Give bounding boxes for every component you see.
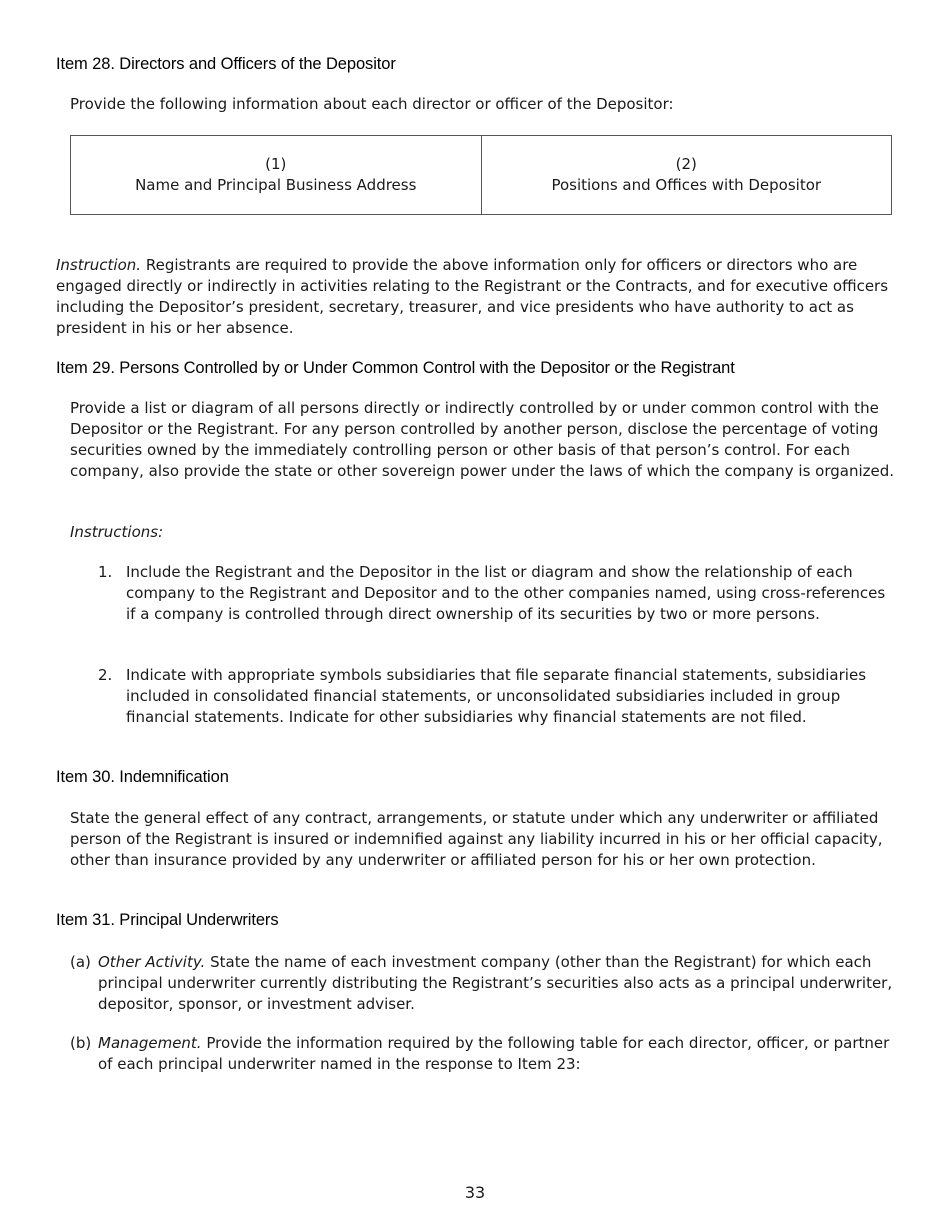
item-31-a-label: Other Activity. (98, 953, 206, 971)
list-marker: 1. (98, 563, 113, 581)
item-31-heading: Item 31. Principal Underwriters (56, 911, 279, 929)
item-29-heading: Item 29. Persons Controlled by or Under Common Control with the Depositor or the Registrant (56, 359, 735, 377)
item-29-instructions-label: Instructions: (70, 523, 164, 541)
list-marker: (a) (70, 953, 91, 971)
column-1-number: (1) (265, 155, 287, 173)
item-31-a-text: Other Activity. State the name of each investment company (other than the Registrant) for which each principal underwriter currently distributing the Registrant’s securities also acts as a principal underwriter, depositor, sponsor, or investment adviser. (98, 953, 893, 1013)
table-column-1-header (71, 136, 481, 214)
item-30-heading: Item 30. Indemnification (56, 768, 229, 786)
list-marker: 2. (98, 666, 113, 684)
instruction-text: Registrants are required to provide the above information only for officers or directors who are engaged directly or indirectly in activities relating to the Registrant or the Contracts, and for executive officers including the Depositor’s president, secretary, treasurer, and vice presidents who have authority to act as president in his or her absence. (56, 256, 889, 337)
instruction-label: Instruction. (56, 256, 142, 274)
page-number: 33 (464, 1183, 486, 1202)
item-30-body: State the general effect of any contract, arrangements, or statute under which any underwriter or affiliated person of the Registrant is insured or indemnified against any liability incurred in his or her official capacity, other than insurance provided by any underwriter or affiliated person for his or her own protection. (70, 809, 883, 869)
instruction-item-1 (98, 562, 898, 652)
column-1-label: Name and Principal Business Address (135, 176, 417, 194)
item-31-a (70, 952, 900, 1018)
column-2-label: Positions and Offices with Depositor (551, 176, 822, 194)
instruction-text: Include the Registrant and the Depositor in the list or diagram and show the relationship of each company to the Registrant and Depositor and to the other companies named, using cross-references if a company is controlled through direct ownership of its securities by two or more persons. (126, 563, 886, 623)
item-28-instruction (56, 255, 902, 339)
item-29-body: Provide a list or diagram of all persons directly or indirectly controlled by or under common control with the Depositor or the Registrant. For any person controlled by another person, disclose the percentage of voting securities owned by the immediately controlling person or other basis of that person’s control. For each company, also provide the state or other sovereign power under the laws of which the company is organized. (70, 399, 895, 480)
item-31-b (70, 1033, 900, 1077)
table-column-2-header (481, 136, 892, 214)
item-28-intro: Provide the following information about each director or officer of the Depositor: (70, 95, 674, 113)
list-marker: (b) (70, 1034, 92, 1052)
directors-officers-table (70, 135, 892, 215)
item-31-b-text: Management. Provide the information required by the following table for each director, officer, or partner of each principal underwriter named in the response to Item 23: (98, 1034, 890, 1073)
item-28-heading: Item 28. Directors and Officers of the Depositor (56, 55, 396, 73)
item-31-b-label: Management. (98, 1034, 202, 1052)
instruction-item-2 (98, 665, 898, 755)
column-2-number: (2) (675, 155, 697, 173)
instruction-text: Indicate with appropriate symbols subsidiaries that file separate financial statements, subsidiaries included in consolidated financial statements, or unconsolidated subsidiaries included in group financial statements. Indicate for other subsidiaries why financial statements are not filed. (126, 666, 867, 726)
